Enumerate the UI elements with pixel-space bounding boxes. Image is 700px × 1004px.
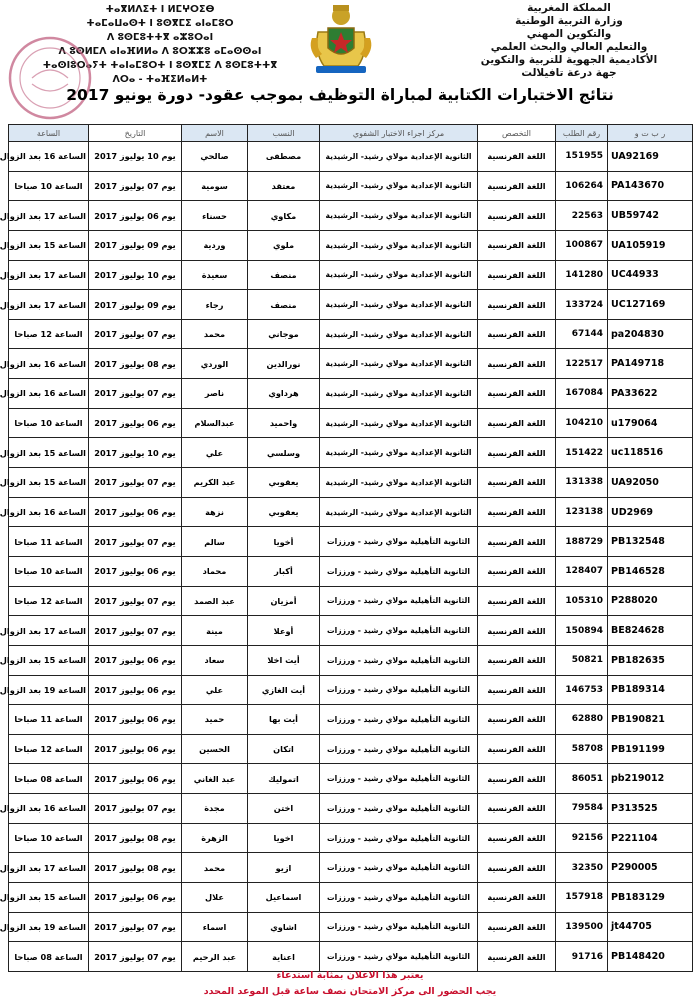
cell-code: PB148420 [608,942,693,972]
cell-request-number: 62880 [556,705,608,735]
cell-first-name: حسناء [182,201,248,231]
cell-time: الساعة 11 صباحا [9,527,89,557]
cell-family-name: ملوي [248,230,320,260]
cell-time: الساعة 19 بعد الزوال [9,675,89,705]
cell-first-name: عبد الصمد [182,586,248,616]
cell-first-name: مجدة [182,794,248,824]
cell-family-name: نورالدين [248,349,320,379]
arabic-line: والتعليم العالي والبحث العلمي [490,41,648,53]
cell-date: يوم 07 يوليوز 2017 [89,616,182,646]
cell-exam-center: الثانوية التأهيلية مولاي رشيد - ورززات [320,645,478,675]
table-row [9,556,693,586]
cell-time: الساعة 15 بعد الزوال [9,468,89,498]
cell-specialty: اللغة الفرنسية [478,853,556,883]
cell-family-name: أمزيان [248,586,320,616]
cell-family-name: أيت الغازي [248,675,320,705]
cell-date: يوم 06 يوليوز 2017 [89,408,182,438]
cell-date: يوم 07 يوليوز 2017 [89,379,182,409]
cell-code: PB191199 [608,734,693,764]
cell-family-name: اختن [248,794,320,824]
cell-code: P221104 [608,823,693,853]
tifinagh-line: ⴷ ⵓⵙⵍⵎⴷ ⴰⵏⴰⴼⵍⵍⴰ ⴷ ⵓⵔⵣⵣⵓ ⴰⵎⴰⵙⵙⴰⵏ [58,46,262,57]
cell-code: PB190821 [608,705,693,735]
cell-first-name: الزهرة [182,823,248,853]
cell-date: يوم 07 يوليوز 2017 [89,794,182,824]
cell-date: يوم 07 يوليوز 2017 [89,586,182,616]
cell-exam-center: الثانوية الإعدادية مولاي رشيد- الرشيدية [320,468,478,498]
cell-date: يوم 06 يوليوز 2017 [89,556,182,586]
table-row [9,645,693,675]
cell-time: الساعة 08 صباحا [9,942,89,972]
cell-time: الساعة 15 بعد الزوال [9,438,89,468]
table-body [0,142,693,972]
table-row [9,675,693,705]
table-row [9,142,693,172]
table-row [9,616,693,646]
cell-request-number: 106264 [556,171,608,201]
royal-coat-of-arms-icon [306,2,376,76]
table-row [9,230,693,260]
cell-request-number: 150894 [556,616,608,646]
page-title: نتائج الاختبارات الكتابية لمباراة التوظيف بموجب عقود- دورة يونيو 2017 [66,86,614,104]
cell-specialty: اللغة الفرنسية [478,586,556,616]
cell-exam-center: الثانوية التأهيلية مولاي رشيد - ورززات [320,942,478,972]
cell-specialty: اللغة الفرنسية [478,349,556,379]
cell-code: PA149718 [608,349,693,379]
cell-family-name: معتقد [248,171,320,201]
footer-line: يعتبر هذا الاعلان بمثابة استدعاء [276,970,424,981]
cell-first-name: محماد [182,556,248,586]
cell-code: UA92169 [608,142,693,172]
cell-family-name: اعناية [248,942,320,972]
cell-family-name: اشاوي [248,912,320,942]
cell-family-name: أخويا [248,527,320,557]
cell-time: الساعة 15 بعد الزوال [9,230,89,260]
cell-exam-center: الثانوية التأهيلية مولاي رشيد - ورززات [320,734,478,764]
cell-exam-center: الثانوية الإعدادية مولاي رشيد- الرشيدية [320,319,478,349]
table-row [9,942,693,972]
cell-time: الساعة 15 بعد الزوال [9,883,89,913]
cell-code: BE824628 [608,616,693,646]
cell-code: UA92050 [608,468,693,498]
cell-specialty: اللغة الفرنسية [478,942,556,972]
table-row [9,290,693,320]
cell-exam-center: الثانوية الإعدادية مولاي رشيد- الرشيدية [320,260,478,290]
cell-exam-center: الثانوية الإعدادية مولاي رشيد- الرشيدية [320,201,478,231]
cell-request-number: 67144 [556,319,608,349]
cell-code: u179064 [608,408,693,438]
table-row [9,883,693,913]
cell-specialty: اللغة الفرنسية [478,230,556,260]
cell-exam-center: الثانوية التأهيلية مولاي رشيد - ورززات [320,586,478,616]
cell-date: يوم 06 يوليوز 2017 [89,764,182,794]
table-row [9,260,693,290]
cell-time: الساعة 16 بعد الزوال [9,497,89,527]
cell-specialty: اللغة الفرنسية [478,764,556,794]
cell-specialty: اللغة الفرنسية [478,468,556,498]
table-row [9,527,693,557]
cell-first-name: سالم [182,527,248,557]
cell-specialty: اللغة الفرنسية [478,794,556,824]
cell-specialty: اللغة الفرنسية [478,260,556,290]
cell-first-name: علي [182,438,248,468]
cell-time: الساعة 10 صباحا [9,171,89,201]
column-header: التخصص [478,125,556,142]
arabic-line: جهة درعة تافيلالت [521,67,617,79]
cell-specialty: اللغة الفرنسية [478,497,556,527]
cell-date: يوم 08 يوليوز 2017 [89,349,182,379]
cell-first-name: اسماء [182,912,248,942]
cell-date: يوم 07 يوليوز 2017 [89,912,182,942]
table-row [9,853,693,883]
table-row [9,379,693,409]
cell-exam-center: الثانوية الإعدادية مولاي رشيد- الرشيدية [320,379,478,409]
cell-code: P290005 [608,853,693,883]
cell-request-number: 122517 [556,349,608,379]
cell-first-name: علي [182,675,248,705]
cell-specialty: اللغة الفرنسية [478,290,556,320]
table-row [9,912,693,942]
table-row [9,468,693,498]
cell-request-number: 146753 [556,675,608,705]
cell-exam-center: الثانوية الإعدادية مولاي رشيد- الرشيدية [320,142,478,172]
cell-time: الساعة 12 صباحا [9,734,89,764]
tifinagh-line: ⴷⵔⴰ - ⵜⴰⴼⵉⵍⴰⵍⵜ [112,74,208,85]
table-row [9,497,693,527]
cell-code: pb219012 [608,764,693,794]
cell-time: الساعة 17 بعد الزوال [9,260,89,290]
cell-request-number: 167084 [556,379,608,409]
table-row [9,438,693,468]
cell-first-name: صالحي [182,142,248,172]
tifinagh-line: ⵜⴰⵎⴰⵡⴰⵙⵜ ⵏ ⵓⵙⴳⵎⵉ ⴰⵏⴰⵎⵓⵔ [86,18,234,29]
cell-specialty: اللغة الفرنسية [478,527,556,557]
cell-family-name: أوعلا [248,616,320,646]
cell-request-number: 79584 [556,794,608,824]
cell-date: يوم 10 يوليوز 2017 [89,142,182,172]
cell-family-name: ازيو [248,853,320,883]
column-header: مركز اجراء الاختبار الشفوي [320,125,478,142]
cell-exam-center: الثانوية التأهيلية مولاي رشيد - ورززات [320,764,478,794]
cell-family-name: أيت بها [248,705,320,735]
table-row [9,201,693,231]
cell-date: يوم 06 يوليوز 2017 [89,734,182,764]
cell-first-name: وردية [182,230,248,260]
cell-first-name: ناصر [182,379,248,409]
column-header: النسب [248,125,320,142]
cell-family-name: أكبار [248,556,320,586]
cell-time: الساعة 12 صباحا [9,319,89,349]
cell-specialty: اللغة الفرنسية [478,408,556,438]
cell-date: يوم 06 يوليوز 2017 [89,201,182,231]
results-table-wrapper [0,124,692,972]
cell-family-name: يعقوبي [248,468,320,498]
cell-exam-center: الثانوية الإعدادية مولاي رشيد- الرشيدية [320,408,478,438]
cell-code: PA33622 [608,379,693,409]
cell-request-number: 123138 [556,497,608,527]
cell-time: الساعة 17 بعد الزوال [9,616,89,646]
cell-time: الساعة 11 صباحا [9,705,89,735]
cell-specialty: اللغة الفرنسية [478,734,556,764]
cell-code: PA143670 [608,171,693,201]
cell-time: الساعة 10 صباحا [9,408,89,438]
cell-request-number: 105310 [556,586,608,616]
table-row [9,408,693,438]
cell-exam-center: الثانوية التأهيلية مولاي رشيد - ورززات [320,912,478,942]
cell-code: UC44933 [608,260,693,290]
cell-exam-center: الثانوية التأهيلية مولاي رشيد - ورززات [320,556,478,586]
cell-date: يوم 07 يوليوز 2017 [89,468,182,498]
cell-specialty: اللغة الفرنسية [478,438,556,468]
tifinagh-line: ⵜⴰⵙⵏⵓⵔⴰⵢⵜ ⵜⴰⵏⴰⵎⵓⵔⵜ ⵏ ⵓⵙⴳⵎⵉ ⴷ ⵓⵙⵎⵓⵜⵜⴳ [42,60,278,71]
column-header: الاسم [182,125,248,142]
cell-specialty: اللغة الفرنسية [478,883,556,913]
cell-first-name: سومية [182,171,248,201]
cell-specialty: اللغة الفرنسية [478,319,556,349]
cell-first-name: عبدالسلام [182,408,248,438]
cell-date: يوم 06 يوليوز 2017 [89,883,182,913]
cell-code: UD2969 [608,497,693,527]
column-header: التاريخ [89,125,182,142]
cell-family-name: مصطفى [248,142,320,172]
cell-request-number: 141280 [556,260,608,290]
cell-family-name: واحميد [248,408,320,438]
cell-time: الساعة 12 صباحا [9,586,89,616]
cell-family-name: هرداوي [248,379,320,409]
cell-exam-center: الثانوية التأهيلية مولاي رشيد - ورززات [320,675,478,705]
cell-date: يوم 10 يوليوز 2017 [89,438,182,468]
cell-time: الساعة 10 صباحا [9,823,89,853]
cell-family-name: منصف [248,290,320,320]
results-table [0,124,693,972]
tifinagh-line: ⵜⴰⴳⵍⴷⵉⵜ ⵏ ⵍⵎⵖⵔⵉⴱ [105,4,215,15]
cell-code: UB59742 [608,201,693,231]
cell-specialty: اللغة الفرنسية [478,556,556,586]
cell-exam-center: الثانوية الإعدادية مولاي رشيد- الرشيدية [320,290,478,320]
cell-code: jt44705 [608,912,693,942]
cell-request-number: 32350 [556,853,608,883]
cell-request-number: 128407 [556,556,608,586]
table-header-row [9,125,693,142]
cell-specialty: اللغة الفرنسية [478,171,556,201]
cell-request-number: 151422 [556,438,608,468]
cell-first-name: سعيدة [182,260,248,290]
cell-family-name: مكاوي [248,201,320,231]
cell-first-name: سعاد [182,645,248,675]
cell-code: PB182635 [608,645,693,675]
cell-code: UC127169 [608,290,693,320]
footer-line: يجب الحضور الى مركز الامتحان نصف ساعة قبل الموعد المحدد [203,986,497,997]
cell-request-number: 133724 [556,290,608,320]
tifinagh-line: ⴷ ⵓⵙⵎⵓⵜⵜⴳ ⴰⵣⵓⵔⴰⵏ [106,32,214,43]
cell-request-number: 91716 [556,942,608,972]
cell-family-name: منصف [248,260,320,290]
cell-first-name: مينة [182,616,248,646]
cell-first-name: محمد [182,319,248,349]
cell-date: يوم 07 يوليوز 2017 [89,942,182,972]
column-header: ر ب ت و [608,125,693,142]
cell-request-number: 22563 [556,201,608,231]
cell-exam-center: الثانوية التأهيلية مولاي رشيد - ورززات [320,883,478,913]
cell-first-name: حميد [182,705,248,735]
cell-code: P288020 [608,586,693,616]
column-header: رقم الطلب [556,125,608,142]
arabic-line: الأكاديمية الجهوية للتربية والتكوين [480,54,658,66]
table-row [9,171,693,201]
cell-code: pa204830 [608,319,693,349]
cell-specialty: اللغة الفرنسية [478,823,556,853]
cell-exam-center: الثانوية التأهيلية مولاي رشيد - ورززات [320,823,478,853]
cell-family-name: اتموليك [248,764,320,794]
cell-specialty: اللغة الفرنسية [478,616,556,646]
arabic-header [444,2,694,80]
cell-request-number: 139500 [556,912,608,942]
cell-specialty: اللغة الفرنسية [478,379,556,409]
cell-date: يوم 06 يوليوز 2017 [89,675,182,705]
cell-request-number: 188729 [556,527,608,557]
cell-exam-center: الثانوية التأهيلية مولاي رشيد - ورززات [320,794,478,824]
table-row [9,764,693,794]
cell-first-name: عبد الكريم [182,468,248,498]
cell-family-name: اسماعيل [248,883,320,913]
cell-family-name: أيت اخلا [248,645,320,675]
cell-date: يوم 07 يوليوز 2017 [89,527,182,557]
cell-date: يوم 06 يوليوز 2017 [89,705,182,735]
cell-specialty: اللغة الفرنسية [478,675,556,705]
cell-time: الساعة 08 صباحا [9,764,89,794]
footer-notice [150,968,550,1000]
column-header: الساعة [9,125,89,142]
cell-specialty: اللغة الفرنسية [478,912,556,942]
cell-family-name: موجاني [248,319,320,349]
cell-specialty: اللغة الفرنسية [478,201,556,231]
cell-time: الساعة 15 بعد الزوال [9,645,89,675]
cell-family-name: وسلسي [248,438,320,468]
cell-time: الساعة 16 بعد الزوال [9,379,89,409]
table-row [9,823,693,853]
cell-time: الساعة 10 صباحا [9,556,89,586]
cell-specialty: اللغة الفرنسية [478,705,556,735]
cell-date: يوم 08 يوليوز 2017 [89,853,182,883]
cell-exam-center: الثانوية التأهيلية مولاي رشيد - ورززات [320,616,478,646]
cell-date: يوم 07 يوليوز 2017 [89,171,182,201]
cell-time: الساعة 16 بعد الزوال [9,142,89,172]
arabic-line: المملكة المغربية [527,2,611,14]
cell-exam-center: الثانوية الإعدادية مولاي رشيد- الرشيدية [320,171,478,201]
cell-family-name: اخويا [248,823,320,853]
table-row [9,794,693,824]
cell-exam-center: الثانوية التأهيلية مولاي رشيد - ورززات [320,705,478,735]
cell-first-name: نزهة [182,497,248,527]
cell-family-name: يعقوبي [248,497,320,527]
cell-time: الساعة 17 بعد الزوال [9,201,89,231]
cell-first-name: علال [182,883,248,913]
cell-first-name: عبد الرحيم [182,942,248,972]
table-row [9,349,693,379]
cell-code: uc118516 [608,438,693,468]
table-row [9,705,693,735]
cell-exam-center: الثانوية الإعدادية مولاي رشيد- الرشيدية [320,497,478,527]
cell-first-name: الوردي [182,349,248,379]
cell-specialty: اللغة الفرنسية [478,645,556,675]
cell-request-number: 100867 [556,230,608,260]
cell-code: PB132548 [608,527,693,557]
cell-request-number: 86051 [556,764,608,794]
cell-exam-center: الثانوية التأهيلية مولاي رشيد - ورززات [320,527,478,557]
cell-first-name: عبد الغاني [182,764,248,794]
cell-request-number: 58708 [556,734,608,764]
cell-family-name: اتكان [248,734,320,764]
cell-code: P313525 [608,794,693,824]
cell-request-number: 151955 [556,142,608,172]
cell-exam-center: الثانوية التأهيلية مولاي رشيد - ورززات [320,853,478,883]
cell-first-name: محمد [182,853,248,883]
cell-exam-center: الثانوية الإعدادية مولاي رشيد- الرشيدية [320,349,478,379]
cell-code: PB189314 [608,675,693,705]
cell-time: الساعة 16 بعد الزوال [9,794,89,824]
table-row [9,319,693,349]
cell-code: PB183129 [608,883,693,913]
cell-request-number: 104210 [556,408,608,438]
cell-request-number: 92156 [556,823,608,853]
document-header [0,0,700,84]
cell-code: UA105919 [608,230,693,260]
arabic-line: وزارة التربية الوطنية [515,15,623,27]
cell-time: الساعة 16 بعد الزوال [9,349,89,379]
cell-exam-center: الثانوية الإعدادية مولاي رشيد- الرشيدية [320,230,478,260]
arabic-line: والتكوين المهني [526,28,612,40]
table-row [9,734,693,764]
cell-first-name: الحسين [182,734,248,764]
cell-time: الساعة 19 بعد الزوال [9,912,89,942]
cell-specialty: اللغة الفرنسية [478,142,556,172]
cell-time: الساعة 17 بعد الزوال [9,853,89,883]
cell-exam-center: الثانوية الإعدادية مولاي رشيد- الرشيدية [320,438,478,468]
cell-date: يوم 06 يوليوز 2017 [89,645,182,675]
cell-date: يوم 09 يوليوز 2017 [89,230,182,260]
cell-request-number: 131338 [556,468,608,498]
cell-date: يوم 07 يوليوز 2017 [89,319,182,349]
cell-date: يوم 06 يوليوز 2017 [89,497,182,527]
cell-code: PB146528 [608,556,693,586]
cell-first-name: رجاء [182,290,248,320]
cell-request-number: 50821 [556,645,608,675]
cell-time: الساعة 17 بعد الزوال [9,290,89,320]
cell-date: يوم 08 يوليوز 2017 [89,823,182,853]
cell-request-number: 157918 [556,883,608,913]
cell-date: يوم 09 يوليوز 2017 [89,290,182,320]
table-row [9,586,693,616]
cell-date: يوم 10 يوليوز 2017 [89,260,182,290]
